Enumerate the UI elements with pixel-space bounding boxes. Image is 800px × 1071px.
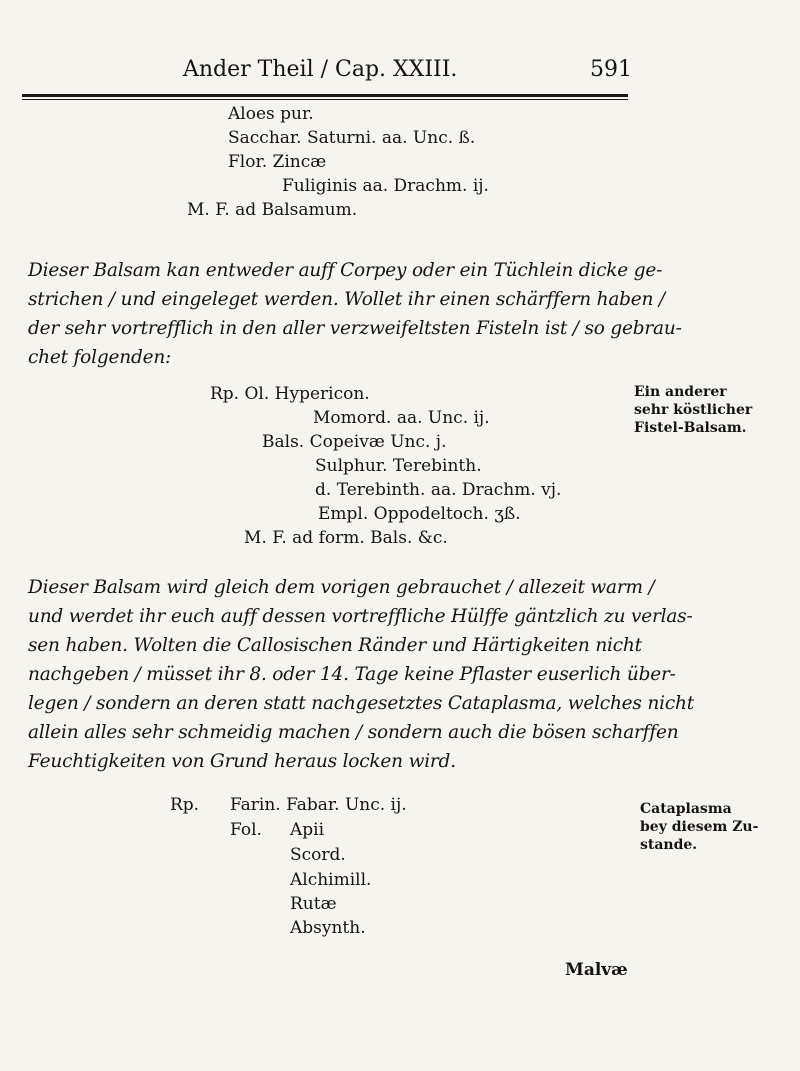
recipe-line: d. Terebinth. aa. Drachm. vj. xyxy=(315,480,562,500)
catchword: Malvæ xyxy=(565,960,628,980)
recipe-line: Fol. xyxy=(230,820,262,840)
text-line: Feuchtigkeiten von Grund heraus locken wird. xyxy=(28,751,456,772)
text-line: nachgeben / müsset ihr 8. oder 14. Tage keine Pflaster euserlich über- xyxy=(28,664,676,685)
recipe-line: Absynth. xyxy=(290,918,366,938)
margin-line: Fistel-Balsam. xyxy=(634,420,747,436)
paragraph-1 xyxy=(28,256,682,372)
page-number: 591 xyxy=(590,57,632,82)
paragraph-2 xyxy=(28,573,694,776)
text-line: sen haben. Wolten die Callosischen Ränder und Härtigkeiten nicht xyxy=(28,635,642,656)
recipe-line: Rp. Ol. Hypericon. xyxy=(210,384,370,404)
margin-line: bey diesem Zu- xyxy=(640,819,759,835)
margin-note-2 xyxy=(634,383,752,437)
header-rule xyxy=(22,94,628,97)
text-line: strichen / und eingeleget werden. Wollet ihr einen schärffern haben / xyxy=(28,289,665,310)
text-line: legen / sondern an deren statt nachgesetztes Cataplasma, welches nicht xyxy=(28,693,694,714)
recipe-line: Scord. xyxy=(290,845,346,865)
margin-line: sehr köstlicher xyxy=(634,402,753,418)
text-line: der sehr vortrefflich in den aller verzweifeltsten Fisteln ist / so gebrau- xyxy=(28,318,682,339)
recipe-line: Sacchar. Saturni. aa. Unc. ß. xyxy=(228,128,476,148)
margin-note-3 xyxy=(640,800,758,854)
recipe-line: Bals. Copeivæ Unc. j. xyxy=(262,432,447,452)
recipe-line: Farin. Fabar. Unc. ij. xyxy=(230,795,407,815)
header-rule-thin xyxy=(22,99,628,100)
recipe-line: Rp. xyxy=(170,795,200,815)
recipe-line: Flor. Zincæ xyxy=(228,152,327,172)
text-line: und werdet ihr euch auff dessen vortreffliche Hülffe gäntzlich zu verlas- xyxy=(28,606,693,627)
text-line: allein alles sehr schmeidig machen / sondern auch die bösen scharffen xyxy=(28,722,679,743)
recipe-line: Aloes pur. xyxy=(228,104,314,124)
recipe-line: M. F. ad form. Bals. &c. xyxy=(244,528,448,548)
text-line: chet folgenden: xyxy=(28,347,172,368)
recipe-line: Sulphur. Terebinth. xyxy=(315,456,482,476)
recipe-line: Momord. aa. Unc. ij. xyxy=(313,408,490,428)
recipe-line: Empl. Oppodeltoch. ʒß. xyxy=(318,504,521,524)
running-title: Ander Theil / Cap. XXIII. xyxy=(183,57,458,82)
margin-line: Cataplasma xyxy=(640,801,732,817)
recipe-line: Fuliginis aa. Drachm. ij. xyxy=(282,176,489,196)
text-line: Dieser Balsam kan entweder auff Corpey oder ein Tüchlein dicke ge- xyxy=(28,260,663,281)
margin-line: stande. xyxy=(640,837,698,853)
recipe-line: Alchimill. xyxy=(290,870,372,890)
recipe-line: Rutæ xyxy=(290,894,337,914)
recipe-line: Apii xyxy=(290,820,325,840)
recipe-line: M. F. ad Balsamum. xyxy=(187,200,358,220)
margin-line: Ein anderer xyxy=(634,384,727,400)
text-line: Dieser Balsam wird gleich dem vorigen gebrauchet / allezeit warm / xyxy=(28,577,655,598)
